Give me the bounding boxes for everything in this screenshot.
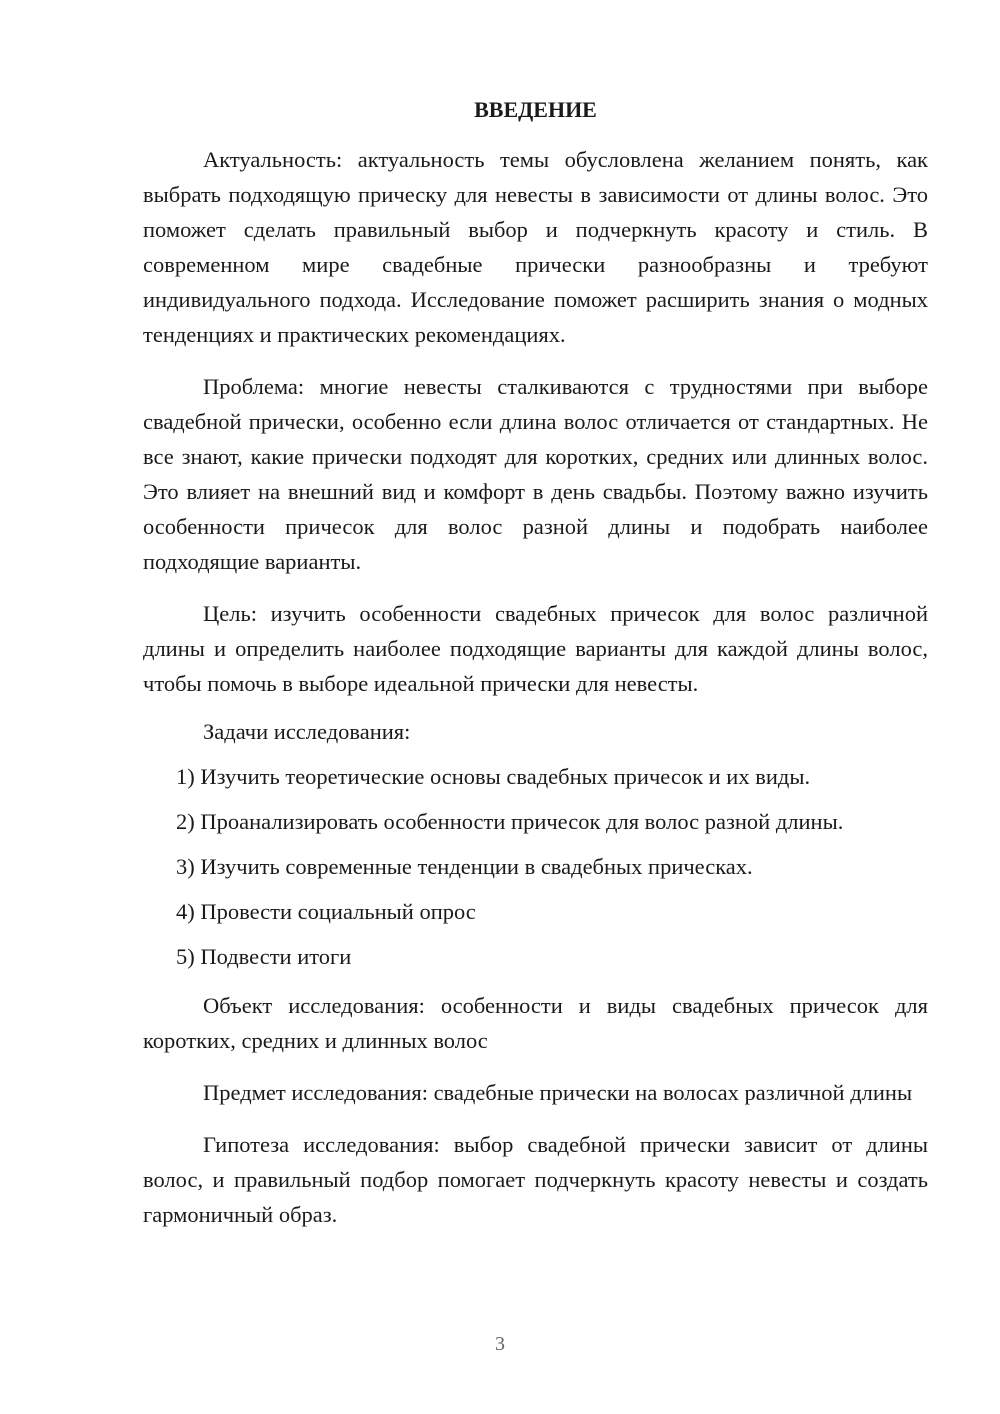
problem-paragraph: Проблема: многие невесты сталкиваются с трудностями при выборе свадебной прически, особенно если длина волос отличается от стандартных. Не все знают, какие прически подходят для коротких, средних или длинных волос. Это влияет на внешний вид и комфорт в день свадьбы. Поэтому важно изучить особенности причесок для волос разной длины и подобрать наиболее подходящие варианты.: [143, 374, 928, 574]
task-item-2: 2) Проанализировать особенности причесок для волос разной длины.: [176, 809, 844, 834]
page-number: 3: [495, 1333, 505, 1355]
object-paragraph: Объект исследования: особенности и виды свадебных причесок для коротких, средних и длинных волос: [143, 993, 928, 1053]
subject-paragraph: Предмет исследования: свадебные прически на волосах различной длины: [203, 1080, 913, 1105]
tasks-heading: Задачи исследования:: [203, 719, 411, 744]
hypothesis-paragraph: Гипотеза исследования: выбор свадебной прически зависит от длины волос, и правильный подбор помогает подчеркнуть красоту невесты и создать гармоничный образ.: [143, 1132, 928, 1227]
task-item-4: 4) Провести социальный опрос: [176, 899, 476, 924]
task-item-5: 5) Подвести итоги: [176, 944, 352, 969]
task-item-1: 1) Изучить теоретические основы свадебных причесок и их виды.: [176, 764, 811, 789]
page-title: ВВЕДЕНИЕ: [474, 97, 597, 122]
task-item-3: 3) Изучить современные тенденции в свадебных прическах.: [176, 854, 753, 879]
goal-paragraph: Цель: изучить особенности свадебных причесок для волос различной длины и определить наиболее подходящие варианты для каждой длины волос, чтобы помочь в выборе идеальной прически для невесты.: [143, 601, 928, 696]
relevance-paragraph: Актуальность: актуальность темы обусловлена желанием понять, как выбрать подходящую прическу для невесты в зависимости от длины волос. Это поможет сделать правильный выбор и подчеркнуть красоту и стиль. В современном мире свадебные прически разнообразны и требуют индивидуального подхода. Исследование поможет расширить знания о модных тенденциях и практических рекомендациях.: [143, 147, 928, 347]
page-content: [143, 95, 928, 1249]
